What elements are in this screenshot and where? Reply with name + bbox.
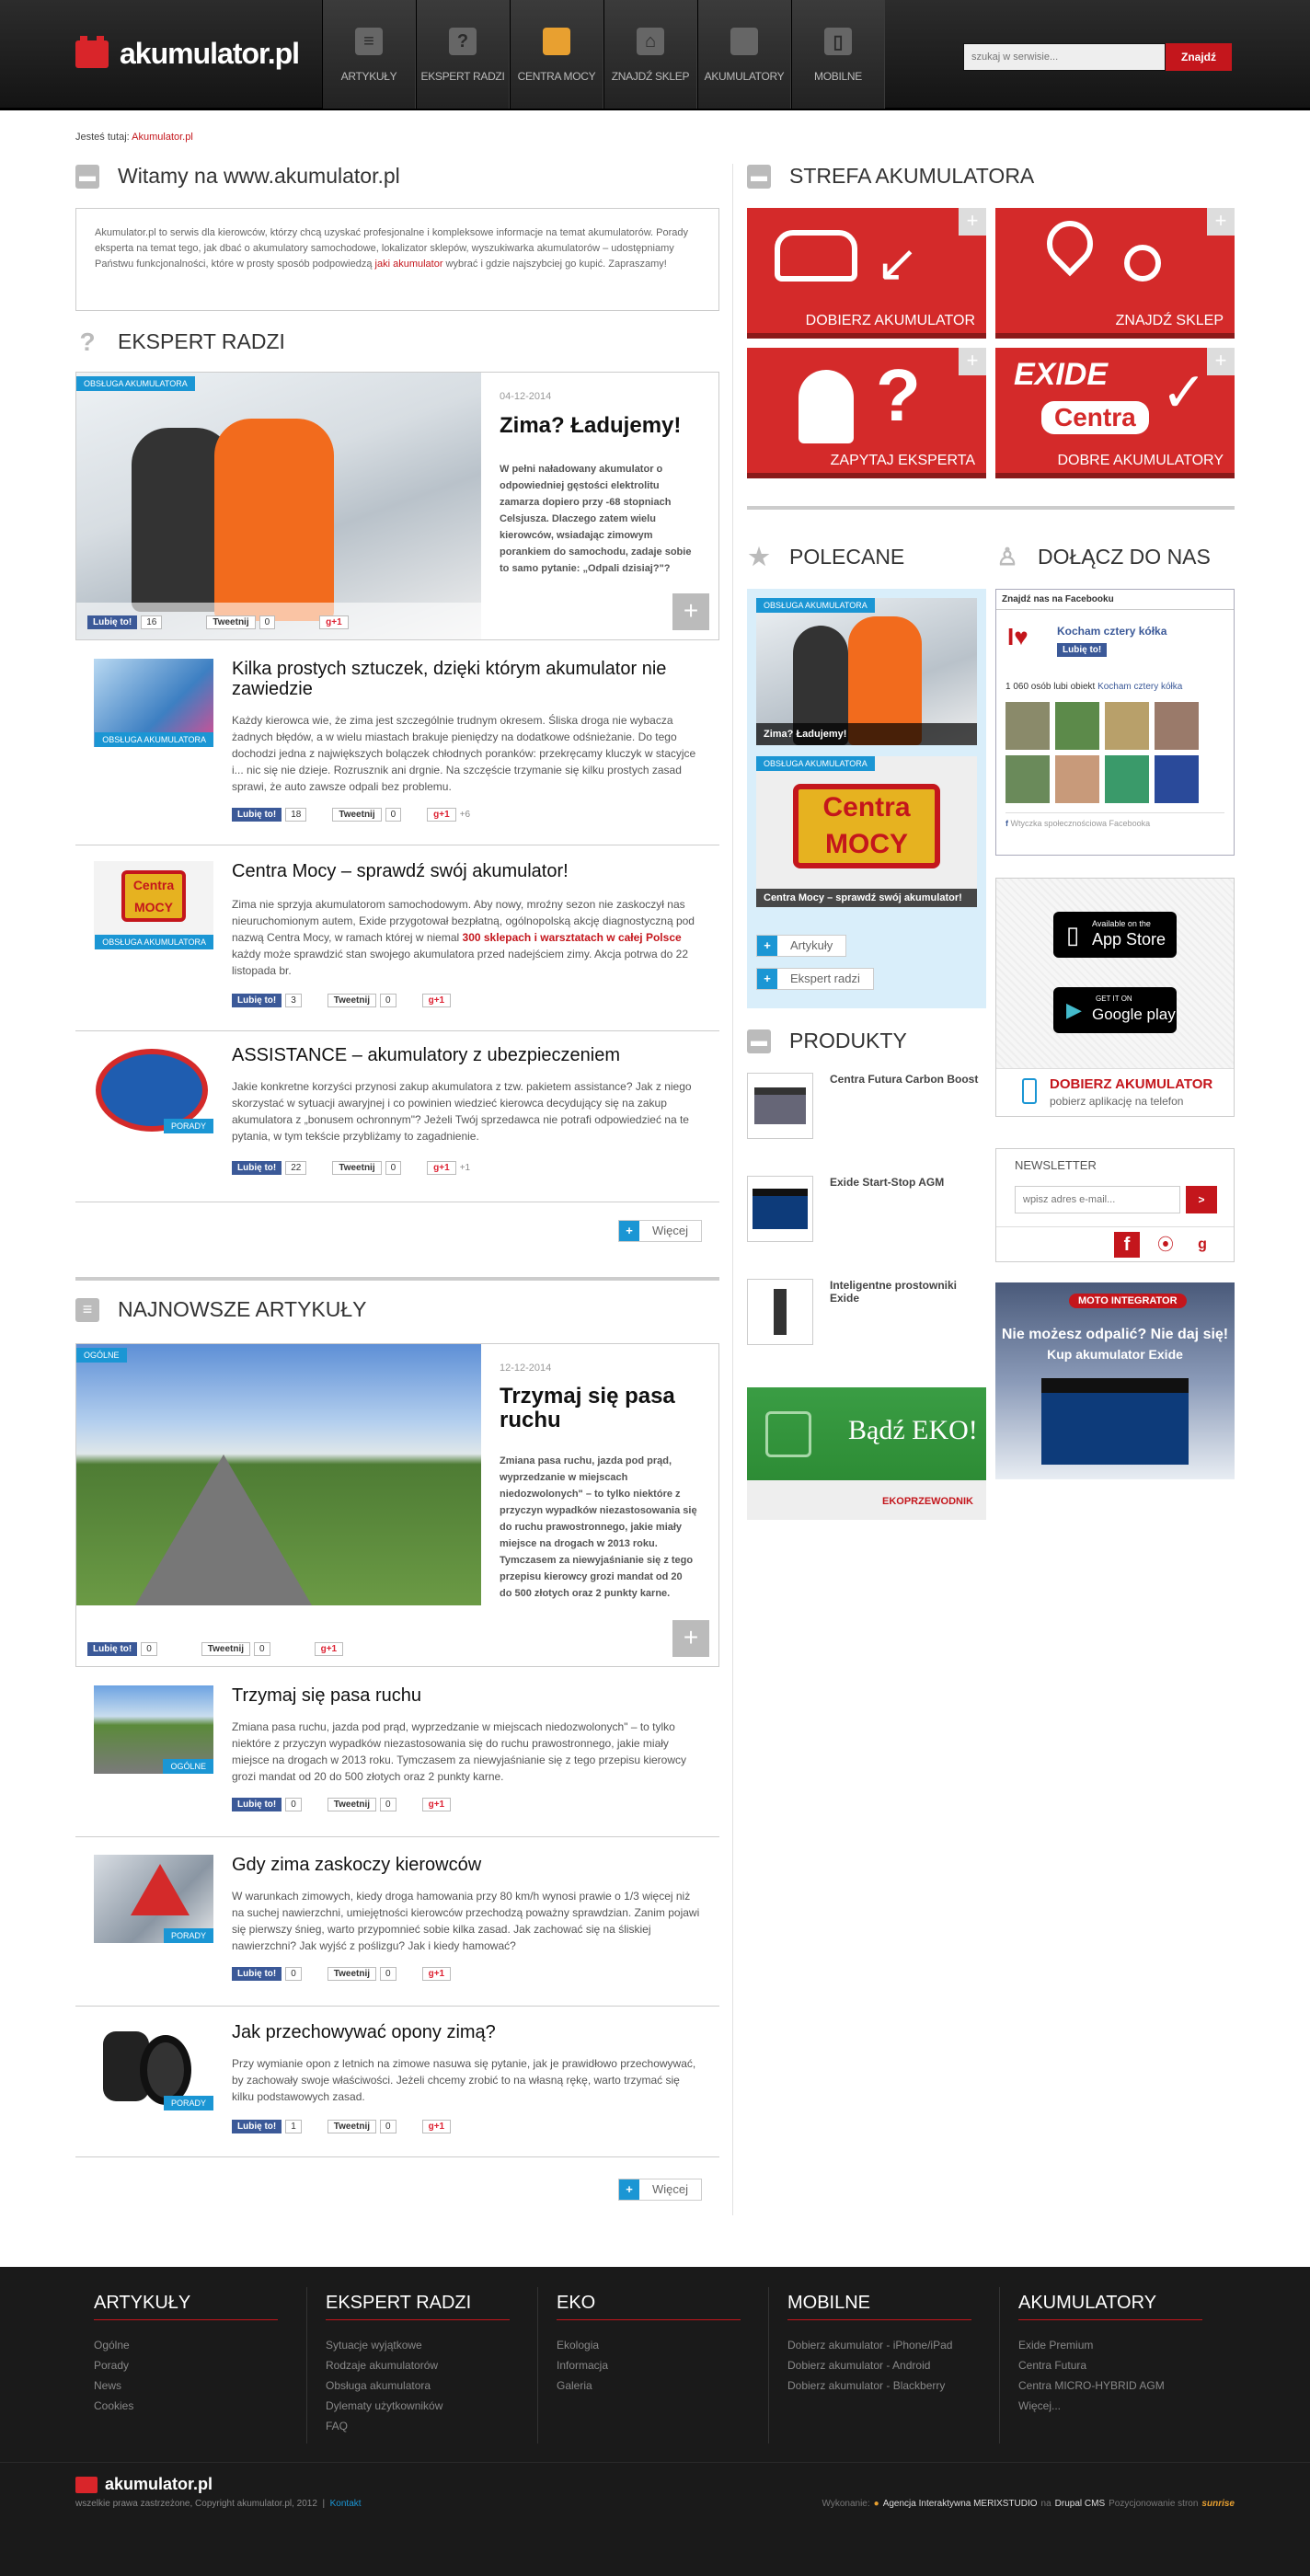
footer-link[interactable]: Obsługa akumulatora <box>326 2379 431 2392</box>
tweet-button[interactable]: Tweetnij <box>328 994 376 1007</box>
googleplay-badge[interactable]: ▶ GET IT ON Google play <box>1053 987 1177 1033</box>
article-date: 12-12-2014 <box>500 1363 552 1374</box>
polecane-link-ekspert[interactable]: + Ekspert radzi <box>756 968 874 990</box>
apps-box <box>995 878 1235 1117</box>
article-inline-link[interactable]: 300 sklepach i warsztatach w całej Polsce <box>462 931 682 944</box>
battery-heading-icon: ▬ <box>75 165 99 189</box>
drupal-link[interactable]: Drupal CMS <box>1054 2499 1106 2509</box>
feature-text: W pełni naładowany akumulator o odpowiedniej gęstości elektrolitu zamarza dopiero przy -68 stopniach Celsjusza. Dlaczego zatem wielu kierowców, wsiadając zimowym porankiem do samochodu, zadaje sobie to samo pytanie: „Odpali dzisiaj?"? <box>500 464 692 574</box>
footer-link[interactable]: Ekologia <box>557 2339 600 2352</box>
social-bar: Lubię to! 1 Tweetnij 0 g+1 <box>232 2120 451 2133</box>
feature-plus-button[interactable]: + <box>672 593 709 630</box>
document-icon: ≡ <box>355 28 383 55</box>
gplus-button[interactable]: g+1 <box>422 1967 452 1981</box>
article-text: Zmiana pasa ruchu, jazda pod prąd, wyprzedzanie w miejscach niedozwolonych" – to tylko niektóre z przyczyn wypadków niezastosowania się do ruchu prawostronnego, jakie miały miejsce na drogach w 2013 roku. Tymczasem za niewyjaśnianie się z tego przepisu kierowcy grozi mandat od 20 do 500 złotych oraz 2 punkty karne. <box>232 1720 687 1783</box>
search-form <box>963 43 1232 71</box>
avatar[interactable] <box>1105 702 1149 750</box>
feature-image-winter[interactable] <box>76 373 481 639</box>
article-title[interactable]: ASSISTANCE – akumulatory z ubezpieczeniem <box>232 1045 621 1065</box>
article-title[interactable]: Gdy zima zaskoczy kierowców <box>232 1855 482 1875</box>
feature-plus-button[interactable]: + <box>672 1620 709 1657</box>
newsletter-box: NEWSLETTER wpisz adres e-mail... > f ⦿ g <box>995 1148 1235 1262</box>
footer-col-eko: EKO Ekologia Informacja Galeria <box>537 2287 767 2444</box>
avatar[interactable] <box>1055 702 1099 750</box>
article-thumb[interactable]: PORADY <box>94 1045 213 1133</box>
polecane-heading-row <box>747 545 904 569</box>
gplus-button[interactable]: g+1 <box>319 615 349 629</box>
car-icon <box>775 230 857 282</box>
article-thumb[interactable]: OBSŁUGA AKUMULATORA <box>94 659 213 747</box>
article-thumb[interactable]: OGÓLNE <box>94 1685 213 1774</box>
kontakt-link[interactable]: Kontakt <box>329 2499 362 2509</box>
tire-shape-2 <box>140 2035 191 2105</box>
article-title[interactable]: Centra Mocy – sprawdź swój akumulator! <box>232 861 569 881</box>
nav-znajdz-sklep[interactable]: ⌂ ZNAJDŹ SKLEP <box>603 0 697 109</box>
map-pin-icon <box>1038 212 1103 277</box>
polecane-title: POLECANE <box>789 545 905 569</box>
newsletter-email-input[interactable] <box>1015 1186 1180 1213</box>
site-logo[interactable]: akumulator.pl <box>75 37 299 71</box>
article-date: 04-12-2014 <box>500 391 552 402</box>
footer-link[interactable]: News <box>94 2379 122 2392</box>
footer-copyright: wszelkie prawa zastrzeżone, Copyright akumulator.pl, 2012 | Kontakt <box>75 2499 362 2509</box>
category-tag[interactable]: OBSŁUGA AKUMULATORA <box>76 376 195 391</box>
article-thumb[interactable]: Centra MOCY OBSŁUGA AKUMULATORA <box>94 861 213 949</box>
fb-like-button[interactable]: Lubię to! <box>87 615 137 629</box>
social-bar: Lubię to! 0 Tweetnij 0 g+1 <box>232 1967 451 1981</box>
avatar[interactable] <box>1155 702 1199 750</box>
polecane-item[interactable]: OBSŁUGA AKUMULATORA Zima? Ładujemy! <box>756 598 977 745</box>
eko-banner[interactable]: Bądź EKO! EKOPRZEWODNIK <box>747 1387 986 1520</box>
produkty-heading-row <box>747 1029 907 1053</box>
footer-link[interactable]: Więcej... <box>1018 2399 1062 2412</box>
avatar[interactable] <box>1005 755 1050 803</box>
ekspert-more-button[interactable]: + Więcej <box>618 1220 702 1242</box>
rss-icon[interactable]: ⦿ <box>1157 1236 1174 1254</box>
fb-like-button[interactable]: Lubię to! <box>232 2120 282 2133</box>
dobierz-app-link[interactable]: DOBIERZ AKUMULATOR pobierz aplikację na telefon <box>996 1068 1234 1116</box>
fb-plugin-label: f Wtyczka społecznościowa Facebooka <box>1005 812 1224 828</box>
feature-title[interactable]: Trzymaj się pasa ruchu <box>500 1384 675 1432</box>
article-item <box>94 1855 719 2002</box>
shop-icon: ⌂ <box>637 28 664 55</box>
search-button[interactable]: Znajdź <box>1166 43 1232 71</box>
nav-artykuly[interactable]: ≡ ARTYKUŁY <box>322 0 416 109</box>
footer-col-mobilne: MOBILNE Dobierz akumulator - iPhone/iPad Dobierz akumulator - Android Dobierz akumulator - Blackberry <box>768 2287 998 2444</box>
centra-logo: Centra <box>1041 401 1149 434</box>
tile-znajdz-sklep[interactable]: + ZNAJDŹ SKLEP <box>995 208 1235 339</box>
eko-battery-icon <box>765 1411 811 1457</box>
footer-link[interactable]: FAQ <box>326 2420 349 2432</box>
tweet-button[interactable]: Tweetnij <box>328 1798 376 1811</box>
map-pin-icon-2 <box>1124 245 1161 282</box>
article-text: Zima nie sprzyja akumulatorom samochodowym. Aby nowy, mroźny sezon nie zaskoczył nas nieuruchomionym autem, Exide przygotował bezpłatną, ogólnopolską akcję diagnostyczną pod nazwą Centra Mocy, w ramach której w niemal 300 sklepach i warsztatach w całej Polsce każdy może sprawdzić stan swojego akumulatora przed nadejściem zimy. Akcja potrwa do 22 listopada br. <box>232 898 695 977</box>
footer-link[interactable]: Centra Futura <box>1018 2359 1087 2372</box>
fb-like-button[interactable]: Lubię to! <box>232 1798 282 1811</box>
social-bar: Lubię to! 0 Tweetnij 0 g+1 <box>87 1642 343 1656</box>
footer-link[interactable]: Cookies <box>94 2399 134 2412</box>
feature-text: Zmiana pasa ruchu, jazda pod prąd, wyprzedzanie w miejscach niedozwolonych" – to tylko niektóre z przyczyn wypadków niezastosowania się do ruchu prawostronnego, jakie miały miejsce na drogach w 2013 roku. Tymczasem za niewyjaśnianie się z tego przepisu kierowcy grozi mandat od 20 do 500 złotych oraz 2 punkty karne. <box>500 1455 697 1599</box>
polecane-box <box>747 589 986 1008</box>
eko-link[interactable]: EKOPRZEWODNIK <box>882 1496 973 1507</box>
footer-link[interactable]: Galeria <box>557 2379 592 2392</box>
article-title[interactable]: Jak przechowywać opony zimą? <box>232 2022 496 2042</box>
footer-link[interactable]: Dylematy użytkowników <box>326 2399 443 2412</box>
article-item <box>94 861 719 1027</box>
footer-col-akumulatory: AKUMULATORY Exide Premium Centra Futura Centra MICRO-HYBRID AGM Więcej... <box>999 2287 1229 2444</box>
ad-banner-motointegrator[interactable]: MOTO INTEGRATOR Nie możesz odpalić? Nie daj się! Kup akumulator Exide <box>995 1282 1235 1479</box>
gplus-button[interactable]: g+1 <box>422 2120 452 2133</box>
main-nav <box>322 0 885 109</box>
gplus-button[interactable]: g+1 <box>422 994 452 1007</box>
newsletter-submit-button[interactable]: > <box>1186 1186 1217 1213</box>
site-header <box>0 0 1310 110</box>
agency-link[interactable]: Agencja Interaktywna MERIXSTUDIO <box>882 2499 1038 2509</box>
product-image <box>747 1176 813 1242</box>
battery-heading-icon: ▬ <box>747 1029 771 1053</box>
facebook-box: Znajdź nas na Facebooku I♥ Kocham cztery kółka Lubię to! 1 060 osób lubi obiekt Kocham cztery kółka f Wtyczka społecznościowa Facebooka <box>995 589 1235 856</box>
expert-icon <box>799 370 854 443</box>
article-title[interactable]: Trzymaj się pasa ruchu <box>232 1685 421 1706</box>
question-icon: ? <box>876 354 921 436</box>
product-item[interactable]: Inteligentne prostowniki Exide <box>747 1279 986 1345</box>
arrow-icon: ↙ <box>876 234 919 292</box>
fan-avatars <box>1005 702 1199 803</box>
footer-link[interactable]: Informacja <box>557 2359 609 2372</box>
avatar[interactable] <box>1055 755 1099 803</box>
product-image <box>747 1073 813 1139</box>
search-input[interactable] <box>963 43 1166 71</box>
dolacz-heading-row <box>995 545 1211 569</box>
feature-title[interactable]: Zima? Ładujemy! <box>500 413 682 438</box>
article-item <box>94 1685 719 1833</box>
tile-zapytaj-eksperta[interactable]: ? + ZAPYTAJ EKSPERTA <box>747 348 986 478</box>
product-item[interactable]: Centra Futura Carbon Boost <box>747 1073 986 1139</box>
nav-centra-mocy[interactable]: CENTRA MOCY <box>510 0 603 109</box>
social-bar: Lubię to! 3 Tweetnij 0 g+1 <box>232 994 451 1007</box>
battery-logo-icon <box>75 40 109 68</box>
battery-heading-icon: ▬ <box>747 165 771 189</box>
appstore-badge[interactable]: ▯ Available on the App Store <box>1053 912 1177 958</box>
warning-sign-shape <box>131 1864 190 1915</box>
sunrise-link[interactable]: sunrise <box>1201 2499 1235 2509</box>
gplus-button[interactable]: g+1 <box>427 808 456 822</box>
question-heading-icon: ? <box>79 327 96 356</box>
footer-link[interactable]: Dobierz akumulator - Android <box>787 2359 931 2372</box>
article-text: Każdy kierowca wie, że zima jest szczególnie trudnym okresem. Śliska droga nie wybacza żadnych błędów, a w wielu miastach brakuje pieniędzy na dodatkowe odśnieżanie. Do tego dochodzi jedna z największych bolączek chłodnych poranków: przekręcamy kluczyk w stacyjce i... nic się nie dzieje. Rozrusznik ani drgnie. Na szczęście trzymanie się kilku prostych zasad sprawi, że auto zawsze odpali bez problemu. <box>232 714 696 793</box>
gplus-button[interactable]: g+1 <box>427 1161 456 1175</box>
product-image <box>747 1279 813 1345</box>
product-item[interactable]: Exide Start-Stop AGM <box>747 1176 986 1242</box>
battery-product-image <box>1041 1378 1189 1465</box>
ekspert-feature <box>75 372 719 640</box>
apple-icon: ▯ <box>1066 921 1080 949</box>
najnowsze-title: NAJNOWSZE ARTYKUŁY <box>118 1297 367 1321</box>
phone-icon <box>1022 1078 1037 1104</box>
footer-link[interactable]: Dobierz akumulator - Blackberry <box>787 2379 946 2392</box>
star-icon: ★ <box>748 543 770 570</box>
article-item <box>94 659 719 834</box>
centra-mocy-icon <box>543 28 570 55</box>
road-shape <box>135 1455 312 1605</box>
avatar[interactable] <box>1005 702 1050 750</box>
article-title[interactable]: Kilka prostych sztuczek, dzięki którym akumulator nie zawiedzie <box>232 659 667 699</box>
dolacz-title: DOŁĄCZ DO NAS <box>1038 545 1211 569</box>
merix-icon: ● <box>873 2499 879 2509</box>
question-icon: ? <box>449 28 477 55</box>
fb-like-button[interactable]: Lubię to! <box>87 1642 137 1656</box>
fb-like-button[interactable]: Lubię to! <box>232 808 282 822</box>
article-item <box>94 1045 719 1211</box>
welcome-link[interactable]: jaki akumulator <box>374 259 443 270</box>
strefa-title: STREFA AKUMULATORA <box>789 164 1035 188</box>
fb-page-link[interactable]: Kocham cztery kółka <box>1057 625 1167 638</box>
polecane-link-artykuly[interactable]: + Artykuły <box>756 935 846 957</box>
facebook-icon: f <box>1005 819 1008 828</box>
footer-link[interactable]: Dobierz akumulator - iPhone/iPad <box>787 2339 953 2352</box>
avatar[interactable] <box>1155 755 1199 803</box>
social-bar: Lubię to! 0 Tweetnij 0 g+1 <box>232 1798 451 1811</box>
welcome-box: Akumulator.pl to serwis dla kierowców, którzy chcą uzyskać profesjonalne i kompleksowe informacje na temat akumulatorów. Porady eksperta na temat tego, jak dbać o akumulatory samochodowe, lokalizator sklepów, wyszukiwarka akumulatorów – udostępniamy Państwu funkcjonalności, które w prosty sposób podpowiedzą jaki akumulator wybrać i gdzie najszybciej go kupić. Zapraszamy! <box>75 208 719 311</box>
article-thumb[interactable]: PORADY <box>94 1855 213 1943</box>
fb-like-button[interactable]: Lubię to! <box>232 994 282 1007</box>
social-bar: Lubię to! 18 Tweetnij 0 g+1 +6 <box>232 808 470 822</box>
tweet-button[interactable]: Tweetnij <box>332 808 381 822</box>
fb-like-button[interactable]: Lubię to! <box>232 1967 282 1981</box>
tweet-button[interactable]: Tweetnij <box>332 1161 381 1175</box>
page-logo[interactable]: I♥ <box>1007 623 1028 650</box>
footer-link[interactable]: Ogólne <box>94 2339 130 2352</box>
social-bar: Lubię to! 16 Tweetnij 0 g+1 <box>87 615 349 629</box>
footer-link[interactable]: Centra MICRO-HYBRID AGM <box>1018 2379 1165 2392</box>
battery-logo-icon <box>75 2477 98 2493</box>
gplus-button[interactable]: g+1 <box>422 1798 452 1811</box>
footer-logo[interactable]: akumulator.pl <box>75 2475 213 2494</box>
mobile-icon: ▯ <box>824 28 852 55</box>
article-text: Przy wymianie opon z letnich na zimowe nasuwa się pytanie, jak je prawidłowo przechowywać, by zachowały swoje właściwości. Jeżeli chcemy zrobić to na własną rękę, warto trzymać się kilku podstawowych zasad. <box>232 2057 696 2103</box>
welcome-title: Witamy na www.akumulator.pl <box>118 164 400 188</box>
feature-image-road[interactable] <box>76 1344 481 1605</box>
footer-credits: Wykonanie: ● Agencja Interaktywna MERIXSTUDIO na Drupal CMS Pozycjonowanie stron sunrise <box>822 2499 1235 2509</box>
najnowsze-heading-row <box>75 1297 367 1322</box>
breadcrumb: Jesteś tutaj: Akumulator.pl <box>75 132 193 143</box>
fb-page-like-button[interactable]: Lubię to! <box>1057 643 1107 657</box>
check-icon: ✓ <box>1161 362 1208 423</box>
ekspert-title: EKSPERT RADZI <box>118 329 285 353</box>
polecane-item[interactable]: Centra MOCY OBSŁUGA AKUMULATORA Centra Mocy – sprawdź swój akumulator! <box>756 756 977 907</box>
exide-logo: EXIDE <box>1014 357 1109 392</box>
facebook-icon[interactable]: f <box>1114 1232 1140 1258</box>
tile-dobre-akumulatory[interactable]: EXIDE Centra ✓ + DOBRE AKUMULATORY <box>995 348 1235 478</box>
footer-col-ekspert: EKSPERT RADZI Sytuacje wyjątkowe Rodzaje akumulatorów Obsługa akumulatora Dylematy użytkowników FAQ <box>306 2287 536 2444</box>
document-heading-icon: ≡ <box>75 1298 99 1322</box>
footer-link[interactable]: Sytuacje wyjątkowe <box>326 2339 422 2352</box>
produkty-title: PRODUKTY <box>789 1029 907 1052</box>
social-bar: Lubię to! 22 Tweetnij 0 g+1 +1 <box>232 1161 470 1175</box>
user-plus-icon: ♙ <box>996 543 1018 570</box>
article-thumb[interactable]: PORADY <box>94 2022 213 2110</box>
ekspert-heading-row <box>75 329 285 354</box>
najnowsze-more-button[interactable]: + Więcej <box>618 2179 702 2201</box>
nav-mobilne[interactable]: ▯ MOBILNE <box>791 0 885 109</box>
welcome-heading-row <box>75 164 400 189</box>
strefa-heading-row <box>747 164 1034 189</box>
nav-ekspert-radzi[interactable]: ? EKSPERT RADZI <box>416 0 510 109</box>
play-icon: ▶ <box>1066 998 1082 1021</box>
footer-link[interactable]: Exide Premium <box>1018 2339 1094 2352</box>
article-text: Jakie konkretne korzyści przynosi zakup akumulatora z tzw. pakietem assistance? Jak z niego skorzystać w sytuacji awaryjnej i co powinien wiedzieć kierowca decydujący się na zakup akumulatora z „bonusem ochronnym"? Jeżeli Twój sprzedawca nie potrafi odpowiedzieć na te pytania, w tym tekście przybliżamy to zagadnienie. <box>232 1080 692 1143</box>
tweet-button[interactable]: Tweetnij <box>328 1967 376 1981</box>
tweet-button[interactable]: Tweetnij <box>206 615 255 629</box>
battery-icon <box>730 28 758 55</box>
tweet-button[interactable]: Tweetnij <box>201 1642 250 1656</box>
category-tag[interactable]: OGÓLNE <box>76 1348 127 1363</box>
person-orange-shape <box>214 419 334 621</box>
nav-akumulatory[interactable]: AKUMULATORY <box>697 0 791 109</box>
article-text: W warunkach zimowych, kiedy droga hamowania przy 80 km/h wynosi prawie o 1/3 więcej niż na suchej nawierzchni, umiejętności kierowców przechodzą poważny sprawdzian. Zanim pojawi się pierwszy śnieg, warto przypomnieć sobie kilka zasad. Jak zachować się na śliskiej nawierzchni? Jak wyjść z poślizgu? Jak i kiedy hamować? <box>232 1890 700 1952</box>
footer-link[interactable]: Rodzaje akumulatorów <box>326 2359 439 2372</box>
tile-dobierz-akumulator[interactable]: ↙ + DOBIERZ AKUMULATOR <box>747 208 986 339</box>
gplus-button[interactable]: g+1 <box>315 1642 344 1656</box>
footer-link[interactable]: Porady <box>94 2359 130 2372</box>
article-item <box>94 2022 719 2151</box>
footer-col-artykuly: ARTYKUŁY Ogólne Porady News Cookies <box>75 2287 305 2444</box>
breadcrumb-home-link[interactable]: Akumulator.pl <box>132 132 193 143</box>
fb-like-button[interactable]: Lubię to! <box>232 1161 282 1175</box>
avatar[interactable] <box>1105 755 1149 803</box>
najnowsze-feature <box>75 1343 719 1667</box>
tweet-button[interactable]: Tweetnij <box>328 2120 376 2133</box>
googleplus-icon[interactable]: g <box>1198 1236 1207 1252</box>
